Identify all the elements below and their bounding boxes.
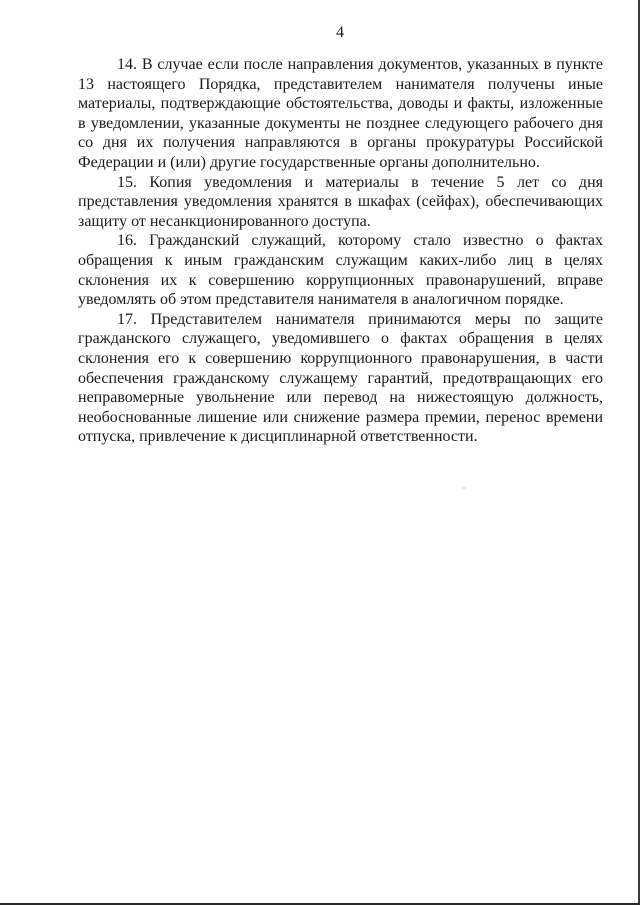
document-body (78, 55, 603, 447)
paragraph-17: 17. Представителем нанимателя принимаются меры по защите гражданского служащего, уведомившего о фактах обращения в целях склонения его к совершению коррупционного правонарушения, в части обеспечения гражданскому служащему гарантий, предотвращающих его неправомерные увольнение или перевод на нижестоящую должность, необоснованные лишение или снижение размера премии, перенос времени отпуска, привлечение к дисциплинарной ответственности. (78, 310, 603, 446)
paragraph-15: 15. Копия уведомления и материалы в течение 5 лет со дня представления уведомления хранятся в шкафах (сейфах), обеспечивающих защиту от несанкционированного доступа. (78, 173, 603, 230)
page-number: 4 (336, 24, 344, 41)
paragraph-14: 14. В случае если после направления документов, указанных в пункте 13 настоящего Порядка, представителем нанимателя получены иные материалы, подтверждающие обстоятельства, доводы и факты, изложенные в уведомлении, указанные документы не позднее следующего рабочего дня со дня их получения направляются в органы прокуратуры Российской Федерации и (или) другие государственные органы дополнительно. (78, 56, 603, 171)
scan-speck (463, 487, 465, 489)
paragraph-16: 16. Гражданский служащий, которому стало известно о фактах обращения к иным гражданским служащим каких-либо лиц в целях склонения их к совершению коррупционных правонарушений, вправе уведомлять об этом представителя нанимателя в аналогичном порядке. (78, 232, 603, 309)
